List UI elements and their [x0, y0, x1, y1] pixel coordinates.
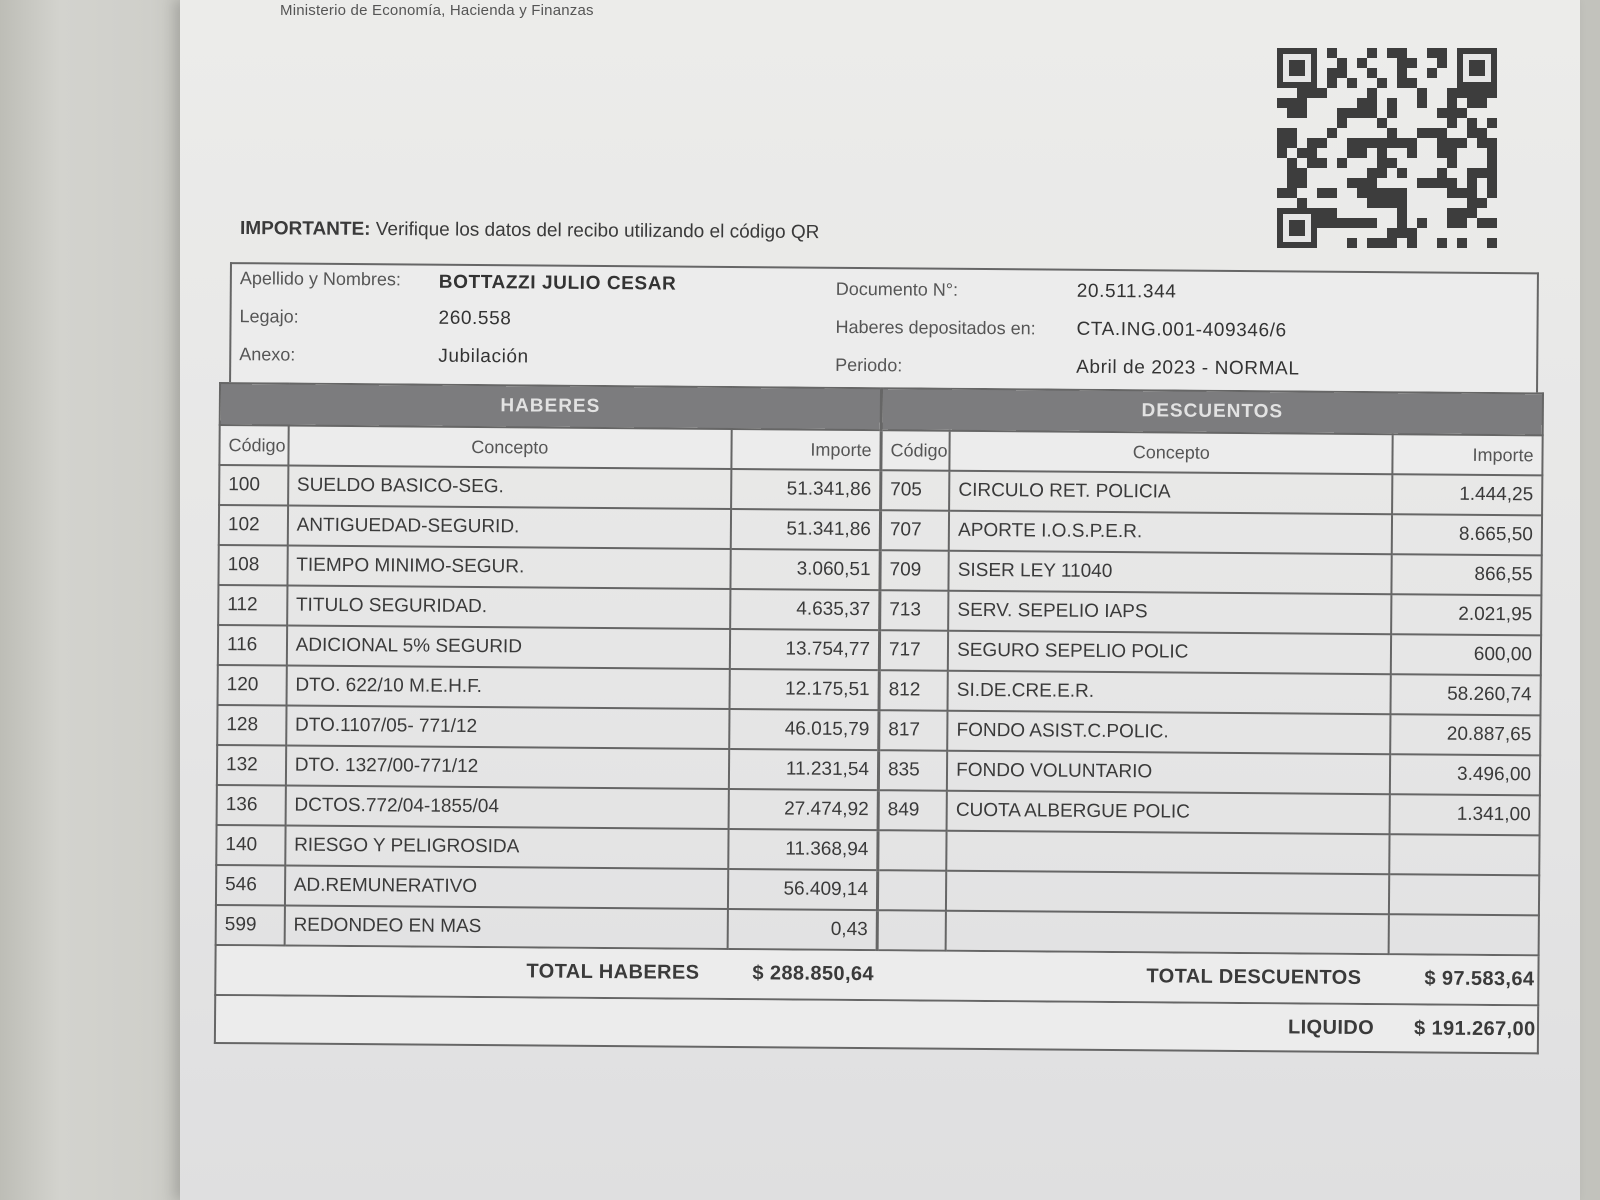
haberes-concept: DTO.1107/05- 771/12: [286, 706, 730, 749]
haberes-concept: DTO. 1327/00-771/12: [286, 746, 730, 789]
haberes-amount: 51.341,86: [731, 509, 881, 550]
descuentos-amount-header: Importe: [1393, 434, 1543, 475]
descuentos-code: 835: [878, 750, 947, 791]
deposit-value: CTA.ING.001-409346/6: [1076, 318, 1287, 342]
descuentos-concept: SEGURO SEPELIO POLIC: [948, 631, 1392, 674]
total-descuentos-value: $ 97.583,64: [1424, 967, 1535, 991]
descuentos-amount: 3.496,00: [1390, 754, 1540, 795]
haberes-amount: 27.474,92: [728, 789, 878, 830]
haberes-amount: 3.060,51: [730, 549, 880, 590]
haberes-amount: 51.341,86: [731, 469, 881, 510]
haberes-amount: 11.368,94: [728, 829, 878, 870]
haberes-concept: RIESGO Y PELIGROSIDA: [285, 826, 729, 869]
liquido-row: [214, 996, 1539, 1054]
haberes-amount-header: Importe: [731, 429, 881, 470]
employee-name: BOTTAZZI JULIO CESAR: [438, 271, 677, 295]
haberes-concept: ANTIGUEDAD-SEGURID.: [287, 506, 731, 549]
haberes-concept: SUELDO BASICO-SEG.: [288, 466, 732, 509]
haberes-concept: DCTOS.772/04-1855/04: [285, 786, 729, 829]
haberes-code: 140: [216, 825, 285, 866]
descuentos-amount: [1389, 874, 1539, 915]
anexo-label: Anexo:: [239, 344, 296, 365]
haberes-amount: 46.015,79: [729, 709, 879, 750]
haberes-concept: REDONDEO EN MAS: [284, 906, 728, 949]
descuentos-code: [877, 910, 946, 951]
descuentos-code: 849: [878, 790, 947, 831]
haberes-amount: 13.754,77: [730, 629, 880, 670]
haberes-amount: 4.635,37: [730, 589, 880, 630]
items-table: [215, 382, 1544, 956]
descuentos-concept: SERV. SEPELIO IAPS: [948, 591, 1392, 634]
descuentos-code: 707: [880, 510, 949, 551]
legajo-value: 260.558: [438, 307, 512, 330]
important-text: Verifique los datos del recibo utilizando el código QR: [375, 218, 820, 244]
total-haberes-label: TOTAL HABERES: [526, 960, 700, 984]
descuentos-header: DESCUENTOS: [881, 388, 1543, 435]
descuentos-code: 713: [880, 590, 949, 631]
haberes-code: 100: [219, 465, 288, 506]
qr-code-icon: [1277, 48, 1497, 248]
haberes-code-header: Código: [219, 425, 288, 466]
employee-info: [229, 262, 1539, 392]
legajo-label: Legajo:: [239, 306, 299, 327]
document-label: Documento N°:: [835, 278, 959, 300]
descuentos-amount: [1390, 834, 1540, 875]
total-descuentos-label: TOTAL DESCUENTOS: [1146, 965, 1362, 989]
haberes-concept: TITULO SEGURIDAD.: [287, 586, 731, 629]
haberes-code: 116: [218, 625, 287, 666]
descuentos-amount: 866,55: [1392, 554, 1542, 595]
descuentos-concept: [946, 831, 1390, 874]
total-haberes-value: $ 288.850,64: [752, 962, 875, 986]
descuentos-code: 812: [879, 670, 948, 711]
descuentos-amount: 2.021,95: [1391, 594, 1541, 635]
period-value: Abril de 2023 - NORMAL: [1076, 356, 1300, 380]
descuentos-code: 817: [879, 710, 948, 751]
descuentos-concept: FONDO VOLUNTARIO: [947, 751, 1391, 794]
descuentos-concept: FONDO ASIST.C.POLIC.: [947, 711, 1391, 754]
haberes-code: 599: [216, 905, 285, 946]
haberes-code: 132: [217, 745, 286, 786]
haberes-code: 136: [217, 785, 286, 826]
descuentos-amount: 58.260,74: [1391, 674, 1541, 715]
descuentos-amount: 600,00: [1391, 634, 1541, 675]
deposit-label: Haberes depositados en:: [835, 316, 1036, 339]
haberes-amount: 0,43: [728, 909, 878, 950]
descuentos-concept-header: Concepto: [950, 431, 1394, 474]
document-value: 20.511.344: [1076, 280, 1177, 303]
haberes-amount: 12.175,51: [729, 669, 879, 710]
descuentos-code: 705: [881, 470, 950, 511]
receipt-paper: [180, 0, 1580, 1200]
important-label: IMPORTANTE:: [239, 218, 371, 240]
important-notice: [240, 218, 820, 244]
descuentos-concept: CUOTA ALBERGUE POLIC: [947, 791, 1391, 834]
descuentos-amount: 20.887,65: [1391, 714, 1541, 755]
descuentos-amount: 1.341,00: [1390, 794, 1540, 835]
haberes-code: 102: [219, 505, 288, 546]
descuentos-code-header: Código: [881, 430, 950, 471]
haberes-concept: DTO. 622/10 M.E.H.F.: [286, 666, 730, 709]
pay-receipt: [214, 262, 1545, 1054]
haberes-concept: ADICIONAL 5% SEGURID: [287, 626, 731, 669]
descuentos-amount: 1.444,25: [1392, 474, 1542, 515]
period-label: Periodo:: [835, 354, 903, 376]
haberes-concept: AD.REMUNERATIVO: [285, 866, 729, 909]
name-label: Apellido y Nombres:: [239, 268, 402, 290]
anexo-value: Jubilación: [438, 345, 529, 368]
descuentos-code: 709: [880, 550, 949, 591]
haberes-code: 120: [218, 665, 287, 706]
haberes-code: 128: [217, 705, 286, 746]
haberes-concept-header: Concepto: [288, 426, 732, 469]
ministry-header: Ministerio de Economía, Hacienda y Finanzas: [280, 2, 594, 19]
haberes-concept: TIEMPO MINIMO-SEGUR.: [287, 546, 731, 589]
items-body: [216, 465, 1543, 955]
descuentos-code: 717: [879, 630, 948, 671]
descuentos-concept: SISER LEY 11040: [949, 551, 1393, 594]
haberes-header: HABERES: [220, 383, 882, 430]
haberes-code: 546: [216, 865, 285, 906]
descuentos-code: [878, 830, 947, 871]
descuentos-concept: [946, 911, 1390, 954]
haberes-code: 112: [218, 585, 287, 626]
haberes-amount: 56.409,14: [728, 869, 878, 910]
descuentos-amount: [1389, 914, 1539, 955]
haberes-code: 108: [218, 545, 287, 586]
descuentos-concept: APORTE I.O.S.P.E.R.: [949, 511, 1393, 554]
haberes-amount: 11.231,54: [729, 749, 879, 790]
descuentos-concept: SI.DE.CRE.E.R.: [948, 671, 1392, 714]
descuentos-concept: CIRCULO RET. POLICIA: [949, 471, 1393, 514]
descuentos-code: [877, 870, 946, 911]
liquido-value: $ 191.267,00: [1413, 1017, 1536, 1041]
descuentos-concept: [946, 871, 1390, 914]
descuentos-amount: 8.665,50: [1392, 514, 1542, 555]
liquido-label: LIQUIDO: [1287, 1016, 1375, 1040]
